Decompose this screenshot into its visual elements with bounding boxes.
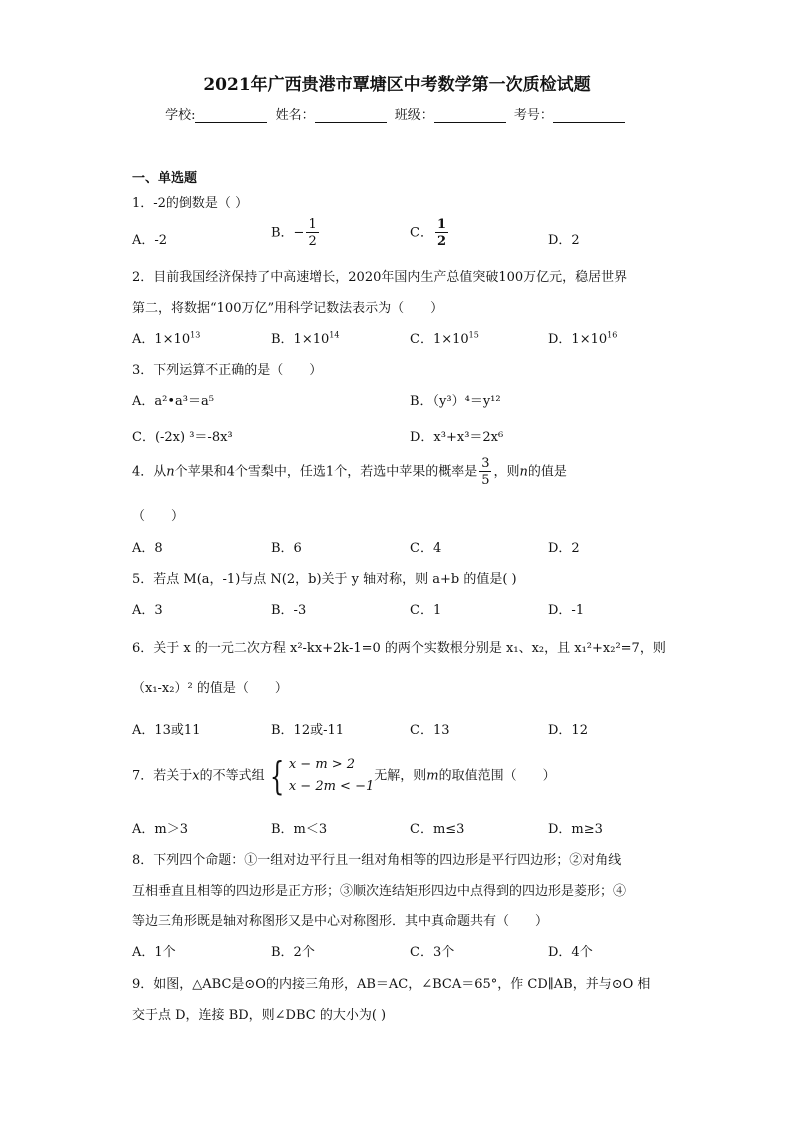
question-8-line-2: 互相垂直且相等的四边形是正方形；③顺次连结矩形四边中点得到的四边形是菱形；④ (132, 884, 627, 899)
school-blank (195, 110, 267, 123)
class-label: 班级： (394, 108, 434, 123)
question-3-option-c: C．(-2x) ³＝-8x³ (132, 430, 233, 445)
question-3-option-d: D．x³+x³＝2x⁶ (410, 430, 504, 445)
question-2-option-b (271, 328, 339, 347)
text: 的值是 (527, 464, 567, 480)
question-1-option-b (271, 218, 321, 248)
question-7-stem (132, 754, 556, 798)
fraction (479, 457, 491, 487)
class-blank (434, 110, 506, 123)
question-2-option-d (548, 328, 617, 347)
question-5-option-d: D．-1 (548, 603, 585, 618)
option-text: C．1×10 (410, 332, 469, 347)
fraction-denominator: 2 (436, 234, 446, 249)
fraction-denominator: 2 (308, 234, 317, 249)
student-info-line (0, 104, 794, 123)
question-6-line-1: 6．关于 x 的一元二次方程 x²-kx+2k-1=0 的两个实数根分别是 x₁、x₂，且 x₁²+x₂²=7，则 (132, 641, 666, 656)
fraction-numerator: 1 (308, 217, 317, 232)
page-title: 2021年广西贵港市覃塘区中考数学第一次质检试题 (203, 75, 591, 95)
question-4-option-b: B．6 (271, 541, 302, 556)
question-7-option-d: D．m≥3 (548, 822, 603, 837)
exponent: 15 (468, 330, 479, 340)
variable: m (426, 768, 439, 784)
question-8-line-3: 等边三角形既是轴对称图形又是中心对称图形．其中真命题共有（ ） (132, 914, 549, 929)
text: 的不等式组 (199, 768, 265, 784)
variable: n (166, 464, 175, 480)
name-label: 姓名： (275, 108, 315, 123)
question-9-line-1: 9．如图，△ABC是⊙O的内接三角形，AB＝AC，∠BCA＝65°，作 CD∥AB，并与⊙O 相 (132, 977, 651, 992)
question-8-option-d: D．4个 (548, 945, 593, 960)
question-4-paren: （ ） (132, 509, 185, 524)
question-8-option-a: A．1个 (132, 945, 176, 960)
inequality-system (289, 754, 374, 798)
inequality-2: x − 2m < −1 (288, 779, 375, 794)
question-3-option-a: A．a²•a³＝a⁵ (132, 394, 214, 409)
question-1-option-a: A．-2 (132, 233, 168, 248)
question-8-option-c: C．3个 (410, 945, 455, 960)
question-4-option-d: D．2 (548, 541, 580, 556)
option-text: D．1×10 (548, 332, 608, 347)
text: 无解，则 (374, 768, 427, 784)
exponent: 13 (190, 330, 201, 340)
text: 4．从 (132, 464, 167, 480)
question-4-option-a: A．8 (132, 541, 163, 556)
question-3-stem: 3．下列运算不正确的是（ ） (132, 363, 323, 378)
question-7-option-b: B．m＜3 (271, 822, 328, 837)
fraction-numerator: 3 (481, 456, 490, 471)
question-2-option-a (132, 328, 200, 347)
question-6-option-b: B．12或-11 (271, 723, 345, 738)
text: ，则 (493, 464, 520, 480)
brace-symbol: { (269, 754, 284, 798)
question-1-option-d: D．2 (548, 233, 580, 248)
question-2-line-1: 2．目前我国经济保持了中高速增长，2020年国内生产总值突破100万亿元，稳居世界 (132, 270, 628, 285)
option-c-label: C． (410, 225, 433, 241)
fraction (435, 218, 448, 248)
section-heading: 一、单选题 (132, 171, 198, 186)
question-6-option-a: A．13或11 (132, 723, 201, 738)
question-1-stem: 1．-2的倒数是（ ） (132, 196, 249, 211)
inequality-1: x − m > 2 (288, 757, 356, 772)
number-label: 考号： (513, 108, 553, 123)
question-2-option-c (410, 328, 479, 347)
fraction-numerator: 1 (436, 217, 446, 232)
text: 个苹果和4个雪梨中，任选1个，若选中苹果的概率是 (174, 464, 478, 480)
text: 7．若关于 (132, 768, 193, 784)
number-blank (553, 110, 625, 123)
question-5-stem: 5．若点 M(a，-1)与点 N(2，b)关于 y 轴对称，则 a+b 的值是( ) (132, 572, 517, 587)
question-8-line-1: 8．下列四个命题：①一组对边平行且一组对角相等的四边形是平行四边形；②对角线 (132, 853, 622, 868)
question-7-option-c: C．m≤3 (410, 822, 465, 837)
fraction (306, 218, 318, 248)
question-5-option-c: C．1 (410, 603, 442, 618)
option-text: B．1×10 (271, 332, 330, 347)
question-9-line-2: 交于点 D，连接 BD，则∠DBC 的大小为( ) (132, 1008, 387, 1023)
question-4-option-c: C．4 (410, 541, 442, 556)
text: 的取值范围（ ） (438, 768, 556, 784)
question-8-option-b: B．2个 (271, 945, 315, 960)
question-2-line-2: 第二，将数据“100万亿”用科学记数法表示为（ ） (132, 301, 444, 316)
question-7-option-a: A．m＞3 (132, 822, 188, 837)
option-text: A．1×10 (132, 332, 191, 347)
question-4-stem (132, 457, 567, 487)
school-label: 学校: (165, 108, 196, 123)
question-6-option-d: D．12 (548, 723, 588, 738)
variable: x (192, 768, 200, 784)
variable: n (519, 464, 528, 480)
question-6-line-2: （x₁-x₂）² 的值是（ ） (132, 681, 288, 696)
question-5-option-b: B．-3 (271, 603, 307, 618)
fraction-denominator: 5 (481, 473, 490, 488)
question-3-option-b: B．（y³）⁴＝y¹² (410, 394, 501, 409)
question-1-option-c (410, 218, 450, 248)
question-6-option-c: C．13 (410, 723, 450, 738)
exponent: 16 (607, 330, 618, 340)
option-b-label: B．− (271, 225, 305, 241)
exponent: 14 (329, 330, 340, 340)
name-blank (315, 110, 387, 123)
question-5-option-a: A．3 (132, 603, 163, 618)
